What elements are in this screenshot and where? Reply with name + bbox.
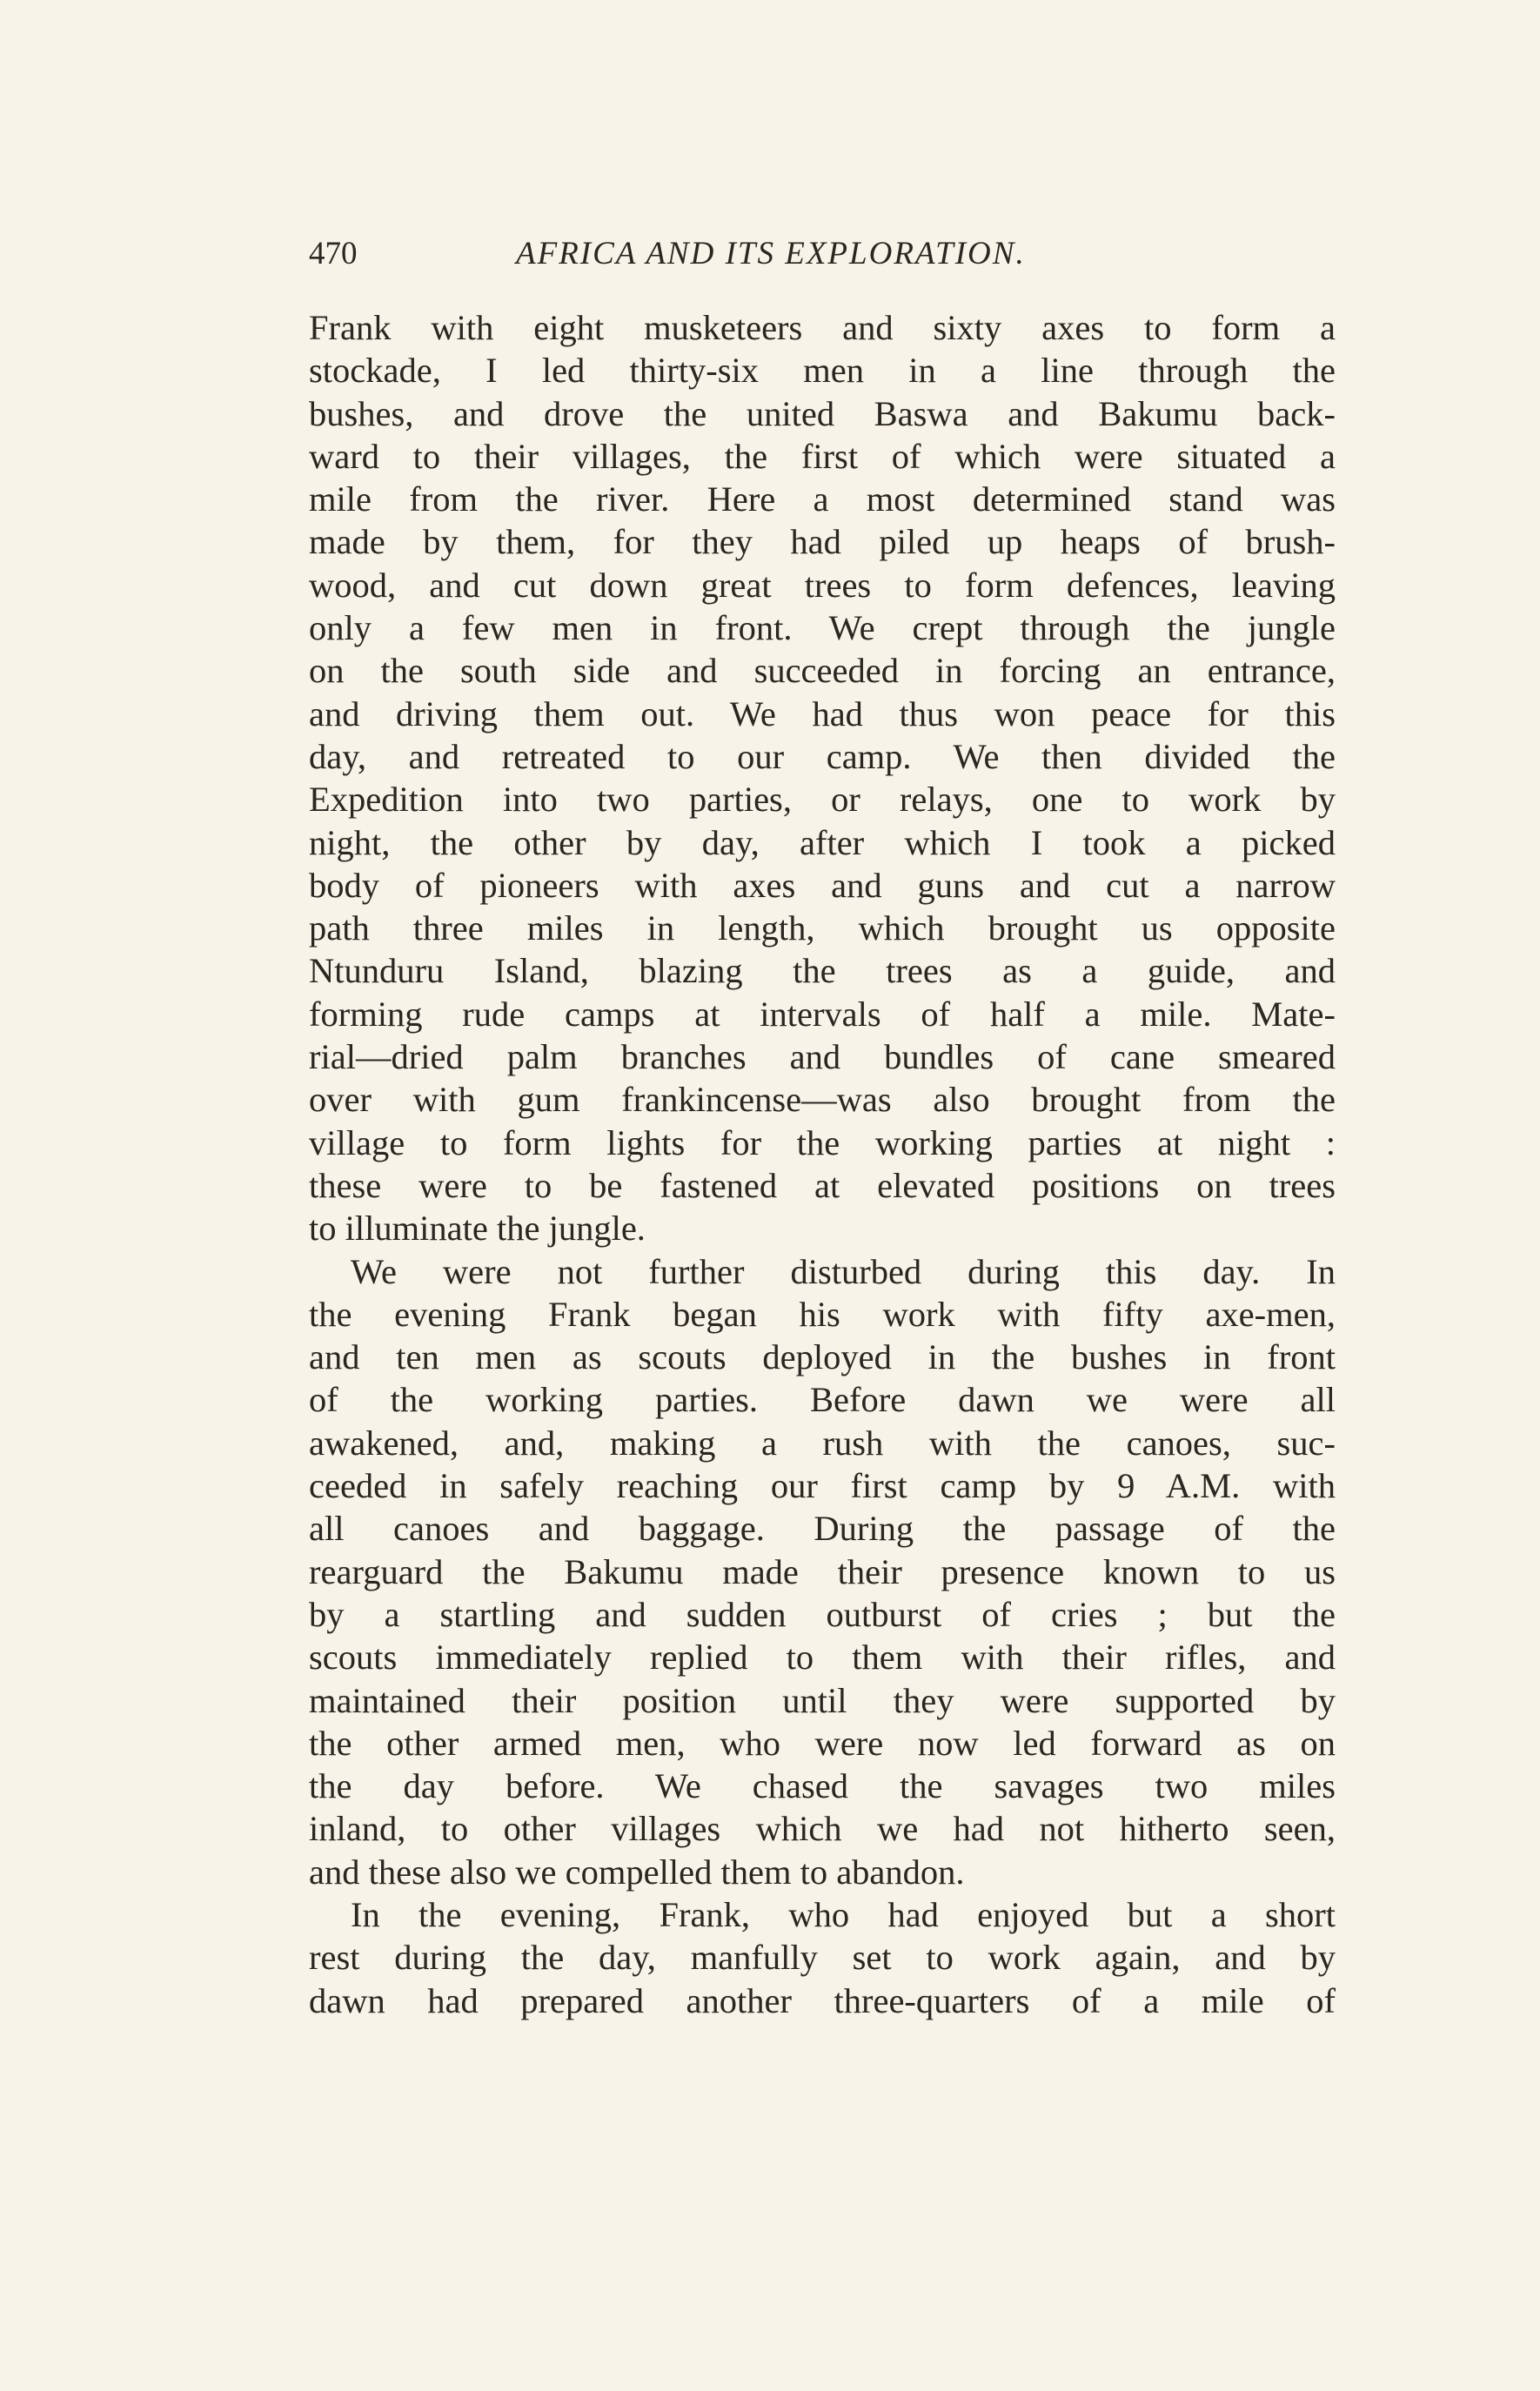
text-line: village to form lights for the working parties at night : [309,1122,1336,1162]
text-line: the day before. We chased the savages two miles [309,1766,1336,1806]
running-title: AFRICA AND ITS EXPLORATION. [516,236,1026,271]
paragraph-start-line: We were not further disturbed during this day. In [351,1251,1336,1291]
text-line: and driving them out. We had thus won peace for this [309,693,1336,733]
text-line: Expedition into two parties, or relays, one to work by [309,780,1336,820]
page-number: 470 [309,236,358,271]
text-line: day, and retreated to our camp. We then divided the [309,736,1336,776]
text-line: on the south side and succeeded in forcing an entrance, [309,651,1336,691]
text-line: body of pioneers with axes and guns and cut a narrow [309,865,1336,905]
paragraph-start-line: In the evening, Frank, who had enjoyed but a short [351,1894,1336,1934]
running-head [309,228,1336,280]
text-line: the other armed men, who were now led forward as on [309,1723,1336,1763]
text-line: maintained their position until they were supported by [309,1680,1336,1720]
text-line: awakened, and, making a rush with the canoes, suc- [309,1423,1336,1463]
text-line: over with gum frankincense—was also brought from the [309,1080,1336,1120]
paragraph-end-line: to illuminate the jungle. [309,1209,646,1249]
text-line: all canoes and baggage. During the passage of the [309,1509,1336,1549]
text-line: Ntunduru Island, blazing the trees as a guide, and [309,951,1336,991]
text-line: bushes, and drove the united Baswa and Bakumu back- [309,393,1336,433]
paragraph-end-line: and these also we compelled them to abandon. [309,1852,965,1892]
text-line: of the working parties. Before dawn we were all [309,1380,1336,1420]
text-line: only a few men in front. We crept through the jungle [309,608,1336,648]
text-line: made by them, for they had piled up heaps of brush- [309,522,1336,562]
text-line: path three miles in length, which brought us opposite [309,908,1336,948]
text-line: dawn had prepared another three-quarters of a mile of [309,1980,1336,2020]
text-line: wood, and cut down great trees to form defences, leaving [309,565,1336,605]
text-line: rial—dried palm branches and bundles of cane smeared [309,1037,1336,1077]
text-line: mile from the river. Here a most determined stand was [309,479,1336,519]
text-line: rest during the day, manfully set to work again, and by [309,1938,1336,1978]
text-line: scouts immediately replied to them with their rifles, and [309,1638,1336,1678]
text-line: ceeded in safely reaching our first camp by 9 A.M. with [309,1466,1336,1506]
text-line: forming rude camps at intervals of half a mile. Mate- [309,994,1336,1034]
text-line: Frank with eight musketeers and sixty axes to form a [309,308,1336,347]
text-line: and ten men as scouts deployed in the bushes in front [309,1337,1336,1377]
text-line: by a startling and sudden outburst of cries ; but the [309,1594,1336,1634]
text-line: rearguard the Bakumu made their presence known to us [309,1551,1336,1591]
text-line: night, the other by day, after which I took a picked [309,822,1336,862]
body-text [309,306,1336,2022]
text-line: ward to their villages, the first of which were situated a [309,436,1336,476]
text-line: inland, to other villages which we had not hitherto seen, [309,1809,1336,1849]
text-line: stockade, I led thirty-six men in a line through the [309,351,1336,391]
text-line: the evening Frank began his work with fifty axe-men, [309,1294,1336,1334]
text-line: these were to be fastened at elevated positions on trees [309,1165,1336,1205]
